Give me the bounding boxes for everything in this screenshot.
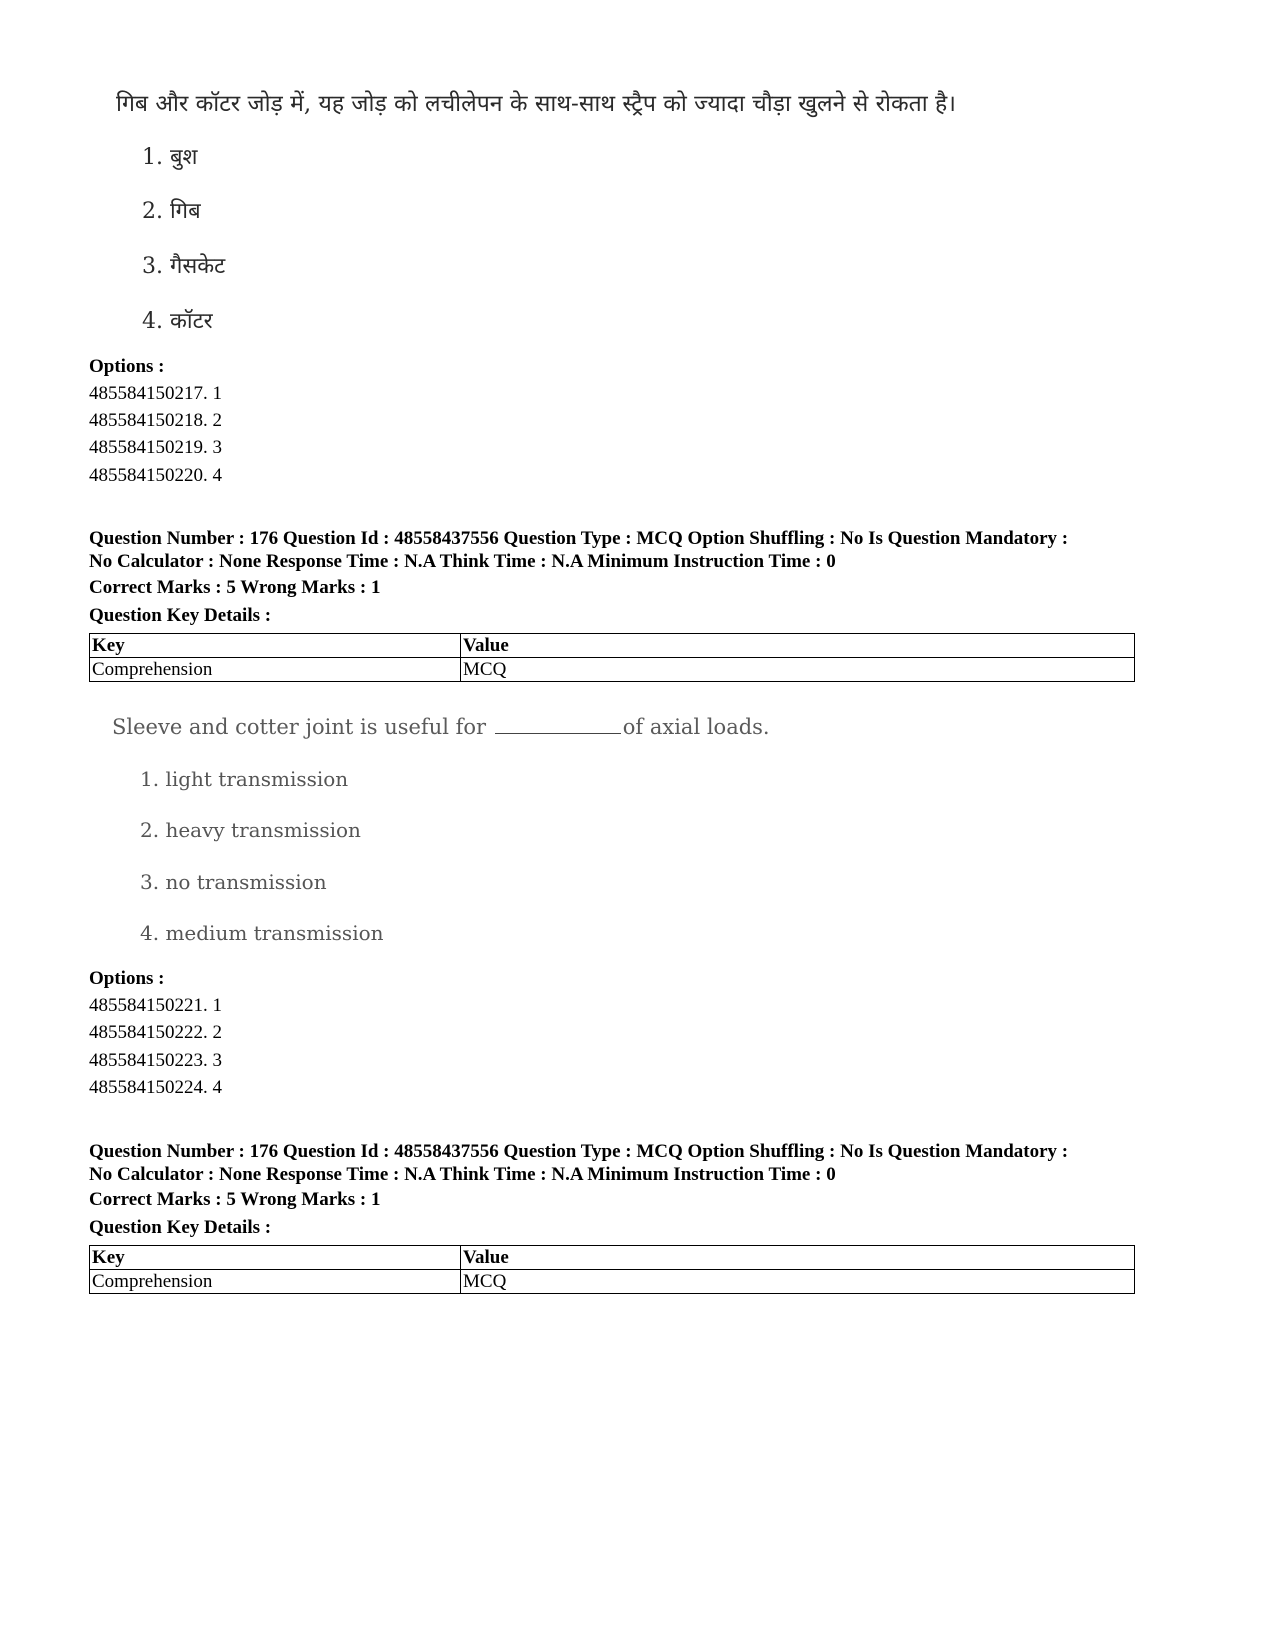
english-choice-1: 1. light transmission (140, 767, 349, 791)
marks-line-2: Correct Marks : 5 Wrong Marks : 1 (89, 1189, 381, 1210)
table-cell-value: MCQ (461, 658, 1135, 682)
table-header-value: Value (461, 1246, 1135, 1270)
key-details-table-2 (89, 1245, 1135, 1294)
table-header-key: Key (90, 1246, 461, 1270)
option-id-6: 485584150222. 2 (89, 1022, 222, 1043)
options-label-1: Options : (89, 356, 165, 377)
table-header-key: Key (90, 634, 461, 658)
table-row (90, 658, 1135, 682)
table-cell-key: Comprehension (90, 1270, 461, 1294)
option-id-5: 485584150221. 1 (89, 995, 222, 1016)
table-header-row (90, 634, 1135, 658)
question-meta-2 (89, 1140, 1149, 1186)
english-choice-3: 3. no transmission (140, 870, 327, 894)
option-id-1: 485584150217. 1 (89, 383, 222, 404)
hindi-choice-4: 4. कॉटर (142, 309, 213, 334)
table-row (90, 1270, 1135, 1294)
options-label-2: Options : (89, 968, 165, 989)
question-meta-1 (89, 527, 1149, 573)
key-details-label-1: Question Key Details : (89, 605, 272, 626)
hindi-choice-1: 1. बुश (142, 145, 198, 170)
key-details-table-1 (89, 633, 1135, 682)
english-question-text (112, 715, 770, 739)
question-meta-line2: No Calculator : None Response Time : N.A Think Time : N.A Minimum Instruction Time : 0 (89, 551, 836, 572)
key-details-label-2: Question Key Details : (89, 1217, 272, 1238)
table-cell-value: MCQ (461, 1270, 1135, 1294)
question-meta-line1: Question Number : 176 Question Id : 48558437556 Question Type : MCQ Option Shuffling : No Is Question Mandatory : (89, 1141, 1069, 1162)
table-header-value: Value (461, 634, 1135, 658)
option-id-7: 485584150223. 3 (89, 1050, 222, 1071)
option-id-8: 485584150224. 4 (89, 1077, 222, 1098)
english-question-before: Sleeve and cotter joint is useful for (112, 715, 487, 739)
hindi-question-text: गिब और कॉटर जोड़ में, यह जोड़ को लचीलेपन के साथ-साथ स्ट्रैप को ज्यादा चौड़ा खुलने से रोकता है। (116, 91, 956, 117)
question-meta-line2: No Calculator : None Response Time : N.A Think Time : N.A Minimum Instruction Time : 0 (89, 1164, 836, 1185)
question-meta-line1: Question Number : 176 Question Id : 48558437556 Question Type : MCQ Option Shuffling : No Is Question Mandatory : (89, 528, 1069, 549)
english-choice-2: 2. heavy transmission (140, 818, 361, 842)
hindi-choice-2: 2. गिब (142, 199, 201, 224)
option-id-3: 485584150219. 3 (89, 437, 222, 458)
english-choice-4: 4. medium transmission (140, 921, 384, 945)
option-id-2: 485584150218. 2 (89, 410, 222, 431)
table-header-row (90, 1246, 1135, 1270)
hindi-choice-3: 3. गैसकेट (142, 254, 226, 279)
table-cell-key: Comprehension (90, 658, 461, 682)
english-question-after: of axial loads. (622, 715, 770, 739)
answer-blank (495, 732, 621, 734)
option-id-4: 485584150220. 4 (89, 465, 222, 486)
marks-line-1: Correct Marks : 5 Wrong Marks : 1 (89, 577, 381, 598)
